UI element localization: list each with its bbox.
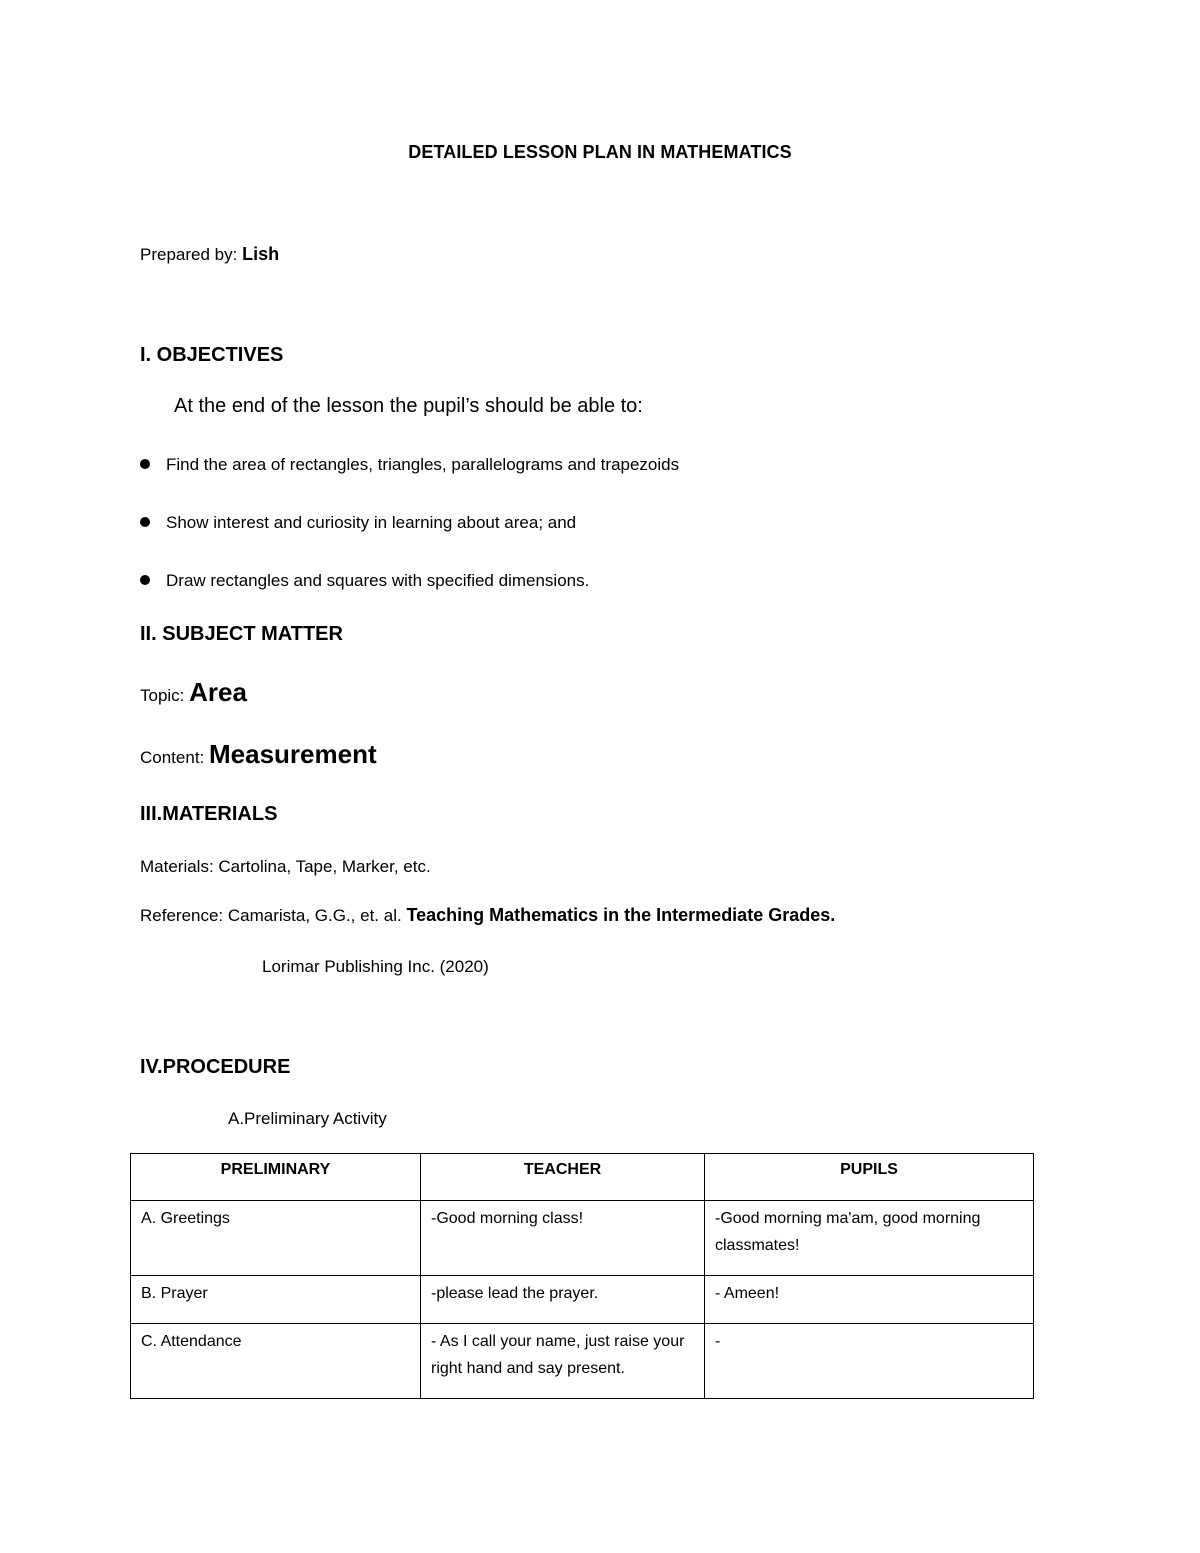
table-row (131, 1324, 1034, 1399)
preliminary-activity-table (130, 1153, 1034, 1399)
content-line (140, 739, 377, 770)
bullet-icon (140, 517, 150, 527)
table-row (131, 1276, 1034, 1324)
procedure-subheading: A.Preliminary Activity (228, 1109, 387, 1128)
procedure-heading: IV.PROCEDURE (140, 1056, 291, 1078)
topic-label: Topic: (140, 686, 185, 705)
table-row (131, 1201, 1034, 1276)
objective-item (140, 571, 589, 591)
prepared-by-name: Lish (242, 244, 280, 264)
publisher-line: Lorimar Publishing Inc. (2020) (262, 957, 489, 976)
table-cell: - (705, 1324, 1034, 1399)
bullet-icon (140, 459, 150, 469)
table-cell: -please lead the prayer. (421, 1276, 705, 1324)
table-cell: -Good morning ma'am, good morning classmates! (705, 1201, 1034, 1276)
document-title: DETAILED LESSON PLAN IN MATHEMATICS (408, 142, 792, 162)
materials-line: Materials: Cartolina, Tape, Marker, etc. (140, 857, 431, 876)
reference-label: Reference: Camarista, G.G., et. al. (140, 906, 402, 925)
objective-text: Find the area of rectangles, triangles, parallelograms and trapezoids (166, 455, 680, 474)
subject-matter-heading: II. SUBJECT MATTER (140, 623, 343, 645)
bullet-icon (140, 575, 150, 585)
materials-heading: III.MATERIALS (140, 803, 278, 825)
content-value: Measurement (209, 739, 377, 769)
objectives-heading: I. OBJECTIVES (140, 344, 284, 366)
reference-title: Teaching Mathematics in the Intermediate Grades. (406, 905, 836, 925)
table-cell: - As I call your name, just raise your right hand and say present. (421, 1324, 705, 1399)
column-header: PRELIMINARY (131, 1154, 421, 1201)
column-header: TEACHER (421, 1154, 705, 1201)
objective-item (140, 455, 679, 475)
content-label: Content: (140, 748, 205, 767)
column-header: PUPILS (705, 1154, 1034, 1201)
table-cell: A. Greetings (131, 1201, 421, 1276)
objective-item (140, 513, 576, 533)
reference-line (140, 905, 835, 926)
objective-text: Show interest and curiosity in learning about area; and (166, 513, 577, 532)
prepared-by (140, 244, 279, 265)
table-cell: -Good morning class! (421, 1201, 705, 1276)
table-header-row (131, 1154, 1034, 1201)
table-cell: C. Attendance (131, 1324, 421, 1399)
objectives-intro: At the end of the lesson the pupil’s should be able to: (174, 395, 643, 417)
prepared-by-label: Prepared by: (140, 245, 238, 264)
topic-line (140, 677, 247, 708)
table-cell: - Ameen! (705, 1276, 1034, 1324)
table-cell: B. Prayer (131, 1276, 421, 1324)
objective-text: Draw rectangles and squares with specified dimensions. (166, 571, 590, 590)
topic-value: Area (189, 677, 247, 707)
